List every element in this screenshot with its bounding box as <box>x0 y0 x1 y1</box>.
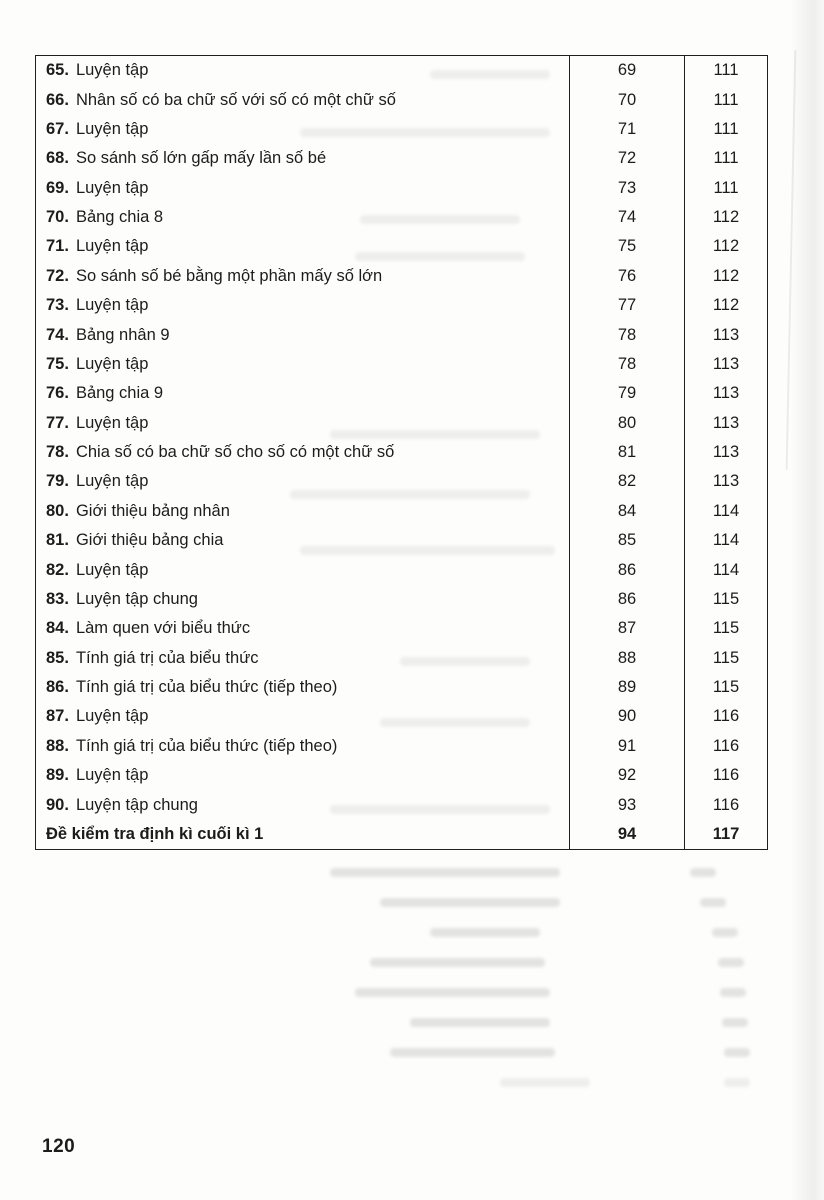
page-number-col1: 94 <box>569 820 684 849</box>
bleed-through-artifact <box>370 958 545 967</box>
lesson-number: 76. <box>46 384 69 403</box>
lesson-title-cell <box>36 144 569 173</box>
page-number-col1: 89 <box>569 673 684 702</box>
lesson-title: So sánh số lớn gấp mấy lần số bé <box>75 149 327 168</box>
toc-row <box>36 262 767 291</box>
page-number-col1: 78 <box>569 350 684 379</box>
scan-edge-shadow <box>790 0 824 1200</box>
page-number-col2: 115 <box>684 585 767 614</box>
toc-row <box>36 438 767 467</box>
lesson-title: Luyện tập <box>75 119 149 138</box>
lesson-number: 80. <box>46 501 69 520</box>
page-number-col1: 80 <box>569 409 684 438</box>
bleed-through-artifact <box>724 1048 750 1057</box>
toc-row <box>36 497 767 526</box>
lesson-title: Luyện tập <box>75 413 149 432</box>
toc-row <box>36 85 767 114</box>
toc-row <box>36 673 767 702</box>
lesson-title-cell <box>36 56 569 85</box>
page-number-col2: 117 <box>684 820 767 849</box>
bleed-through-artifact <box>355 988 550 997</box>
bleed-through-artifact <box>712 928 738 937</box>
lesson-title-cell <box>36 467 569 496</box>
bleed-through-artifact <box>500 1078 590 1087</box>
bleed-through-artifact <box>720 988 746 997</box>
page-number-col2: 115 <box>684 644 767 673</box>
page-number-col2: 112 <box>684 291 767 320</box>
toc-row <box>36 174 767 203</box>
toc-row <box>36 732 767 761</box>
lesson-number: 77. <box>46 413 69 432</box>
lesson-number: 82. <box>46 560 69 579</box>
toc-row <box>36 790 767 819</box>
page-number-col2: 112 <box>684 262 767 291</box>
lesson-title: Giới thiệu bảng chia <box>75 531 224 550</box>
lesson-number: 81. <box>46 531 69 550</box>
page-number-col2: 111 <box>684 115 767 144</box>
lesson-number: 86. <box>46 678 69 697</box>
lesson-title: Luyện tập chung <box>75 795 198 814</box>
bleed-through-artifact <box>430 928 540 937</box>
page-number-col1: 77 <box>569 291 684 320</box>
lesson-title-cell <box>36 585 569 614</box>
toc-row <box>36 820 767 849</box>
page-number-col1: 86 <box>569 555 684 584</box>
page-number-col1: 92 <box>569 761 684 790</box>
lesson-number: 74. <box>46 325 69 344</box>
lesson-title-cell <box>36 761 569 790</box>
lesson-title: Chia số có ba chữ số cho số có một chữ số <box>75 443 395 462</box>
lesson-title: Luyện tập <box>75 354 149 373</box>
page-number-col1: 78 <box>569 320 684 349</box>
page-number-col2: 112 <box>684 232 767 261</box>
toc-row <box>36 291 767 320</box>
toc-row <box>36 555 767 584</box>
bleed-through-artifact <box>718 958 744 967</box>
lesson-title: Đề kiểm tra định kì cuối kì 1 <box>46 824 264 843</box>
lesson-number: 88. <box>46 736 69 755</box>
lesson-title-cell <box>36 820 569 849</box>
lesson-number: 73. <box>46 296 69 315</box>
bleed-through-artifact <box>410 1018 550 1027</box>
toc-row <box>36 320 767 349</box>
lesson-title-cell <box>36 232 569 261</box>
page-number-col2: 116 <box>684 790 767 819</box>
lesson-title-cell <box>36 555 569 584</box>
bleed-through-artifact <box>722 1018 748 1027</box>
page-number-col1: 81 <box>569 438 684 467</box>
page-number-col1: 93 <box>569 790 684 819</box>
lesson-title: Luyện tập <box>75 560 149 579</box>
lesson-title: Bảng chia 8 <box>75 208 164 227</box>
page-number-col2: 114 <box>684 497 767 526</box>
lesson-title: Luyện tập <box>75 237 149 256</box>
page-number-col1: 76 <box>569 262 684 291</box>
lesson-title: Tính giá trị của biểu thức (tiếp theo) <box>75 736 338 755</box>
lesson-title-cell <box>36 350 569 379</box>
lesson-title-cell <box>36 320 569 349</box>
page-number-col2: 113 <box>684 467 767 496</box>
lesson-number: 84. <box>46 619 69 638</box>
toc-row <box>36 702 767 731</box>
page-number-col1: 87 <box>569 614 684 643</box>
lesson-number: 87. <box>46 707 69 726</box>
page-number-col1: 85 <box>569 526 684 555</box>
bleed-through-artifact <box>700 898 726 907</box>
lesson-title: So sánh số bé bằng một phần mấy số lớn <box>75 266 383 285</box>
lesson-title-cell <box>36 526 569 555</box>
lesson-title: Tính giá trị của biểu thức (tiếp theo) <box>75 678 338 697</box>
lesson-title: Luyện tập <box>75 472 149 491</box>
bleed-through-artifact <box>390 1048 555 1057</box>
page-number-col1: 75 <box>569 232 684 261</box>
lesson-number: 70. <box>46 208 69 227</box>
lesson-title-cell <box>36 702 569 731</box>
lesson-title-cell <box>36 409 569 438</box>
toc-row <box>36 585 767 614</box>
page-number-col1: 71 <box>569 115 684 144</box>
lesson-title: Bảng nhân 9 <box>75 325 170 344</box>
page-number-col2: 113 <box>684 320 767 349</box>
lesson-title: Luyện tập chung <box>75 589 198 608</box>
toc-row <box>36 526 767 555</box>
toc-row <box>36 761 767 790</box>
lesson-number: 71. <box>46 237 69 256</box>
toc-row <box>36 350 767 379</box>
lesson-number: 68. <box>46 149 69 168</box>
lesson-title-cell <box>36 203 569 232</box>
lesson-title: Luyện tập <box>75 178 149 197</box>
lesson-title-cell <box>36 732 569 761</box>
bleed-through-artifact <box>380 898 560 907</box>
lesson-title: Giới thiệu bảng nhân <box>75 501 230 520</box>
lesson-title-cell <box>36 644 569 673</box>
lesson-title-cell <box>36 614 569 643</box>
lesson-number: 90. <box>46 795 69 814</box>
page-number-col2: 116 <box>684 761 767 790</box>
page-curl-artifact <box>786 50 797 470</box>
lesson-title-cell <box>36 262 569 291</box>
lesson-title-cell <box>36 291 569 320</box>
toc-row <box>36 232 767 261</box>
toc-row <box>36 614 767 643</box>
lesson-number: 89. <box>46 766 69 785</box>
bleed-through-artifact <box>724 1078 750 1087</box>
folio-page-number: 120 <box>42 1136 76 1157</box>
page-number-col2: 114 <box>684 555 767 584</box>
page-number-col2: 116 <box>684 702 767 731</box>
lesson-title-cell <box>36 115 569 144</box>
page-number-col2: 111 <box>684 85 767 114</box>
lesson-number: 72. <box>46 266 69 285</box>
page-number-col2: 112 <box>684 203 767 232</box>
page-number-col1: 90 <box>569 702 684 731</box>
lesson-title: Luyện tập <box>75 296 149 315</box>
page-number-col1: 82 <box>569 467 684 496</box>
page-number-col2: 113 <box>684 379 767 408</box>
page-number-col2: 114 <box>684 526 767 555</box>
lesson-title: Luyện tập <box>75 61 149 80</box>
lesson-number: 75. <box>46 354 69 373</box>
bleed-through-artifact <box>690 868 716 877</box>
page-number-col1: 73 <box>569 174 684 203</box>
page-number-col2: 115 <box>684 614 767 643</box>
lesson-title-cell <box>36 790 569 819</box>
lesson-title-cell <box>36 438 569 467</box>
lesson-number: 78. <box>46 443 69 462</box>
toc-row <box>36 203 767 232</box>
lesson-number: 69. <box>46 178 69 197</box>
lesson-title: Tính giá trị của biểu thức <box>75 648 259 667</box>
page-number-col2: 115 <box>684 673 767 702</box>
page-number-col1: 69 <box>569 56 684 85</box>
page-number-col2: 111 <box>684 174 767 203</box>
toc-row <box>36 115 767 144</box>
lesson-number: 67. <box>46 119 69 138</box>
page-number-col2: 113 <box>684 409 767 438</box>
lesson-title: Làm quen với biểu thức <box>75 619 251 638</box>
toc-row <box>36 56 767 85</box>
page-number-col1: 79 <box>569 379 684 408</box>
lesson-title: Nhân số có ba chữ số với số có một chữ số <box>75 90 396 109</box>
page-number-col2: 116 <box>684 732 767 761</box>
toc-table <box>35 55 768 850</box>
toc-row <box>36 379 767 408</box>
lesson-title: Luyện tập <box>75 766 149 785</box>
lesson-number: 79. <box>46 472 69 491</box>
page-number-col1: 70 <box>569 85 684 114</box>
toc-row <box>36 467 767 496</box>
lesson-number: 66. <box>46 90 69 109</box>
lesson-title-cell <box>36 85 569 114</box>
page-number-col2: 113 <box>684 350 767 379</box>
lesson-number: 85. <box>46 648 69 667</box>
lesson-title-cell <box>36 497 569 526</box>
lesson-number: 83. <box>46 589 69 608</box>
toc-row <box>36 144 767 173</box>
page-number-col1: 91 <box>569 732 684 761</box>
page-number-col1: 74 <box>569 203 684 232</box>
page-number-col2: 113 <box>684 438 767 467</box>
lesson-title: Luyện tập <box>75 707 149 726</box>
lesson-title-cell <box>36 379 569 408</box>
toc-row <box>36 409 767 438</box>
lesson-title-cell <box>36 174 569 203</box>
page-number-col1: 72 <box>569 144 684 173</box>
lesson-number: 65. <box>46 61 69 80</box>
toc-row <box>36 644 767 673</box>
page-number-col1: 84 <box>569 497 684 526</box>
bleed-through-artifact <box>330 868 560 877</box>
lesson-title-cell <box>36 673 569 702</box>
page-number-col1: 88 <box>569 644 684 673</box>
page-number-col1: 86 <box>569 585 684 614</box>
page-number-col2: 111 <box>684 144 767 173</box>
page-number-col2: 111 <box>684 56 767 85</box>
lesson-title: Bảng chia 9 <box>75 384 164 403</box>
